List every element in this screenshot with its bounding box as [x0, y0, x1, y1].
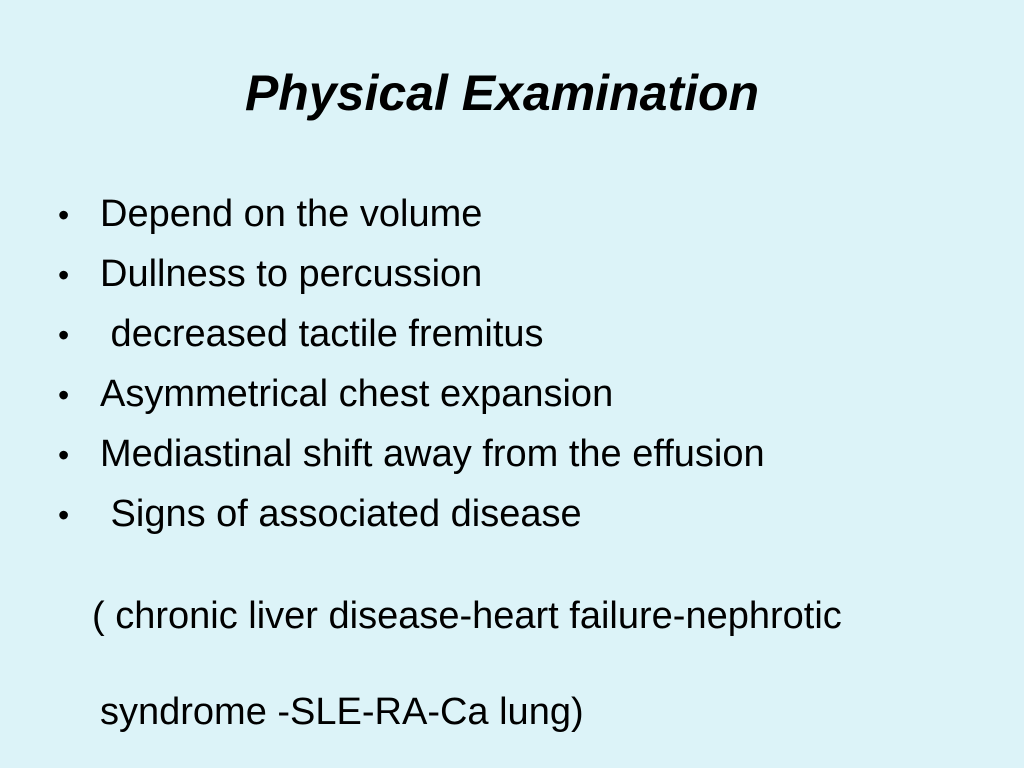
bullet-item	[58, 484, 988, 544]
bullet-dot-icon: •	[58, 377, 70, 413]
bullet-dot-icon: •	[58, 197, 70, 233]
bullet-text: Mediastinal shift away from the effusion	[100, 433, 765, 475]
bullet-text: Signs of associated disease	[100, 493, 582, 535]
slide-title: Physical Examination	[244, 65, 760, 121]
bullet-text: Depend on the volume	[100, 193, 483, 235]
bullet-dot-icon: •	[58, 437, 70, 473]
bullet-text: decreased tactile fremitus	[100, 313, 544, 355]
associated-disease-note	[92, 544, 992, 768]
note-line: ( chronic liver disease-heart failure-nephrotic	[92, 595, 842, 637]
bullet-item	[58, 424, 988, 484]
bullet-item	[58, 364, 988, 424]
note-line: syndrome -SLE-RA-Ca lung)	[100, 691, 584, 733]
bullet-text: Dullness to percussion	[100, 253, 483, 295]
bullet-dot-icon: •	[58, 497, 70, 533]
bullet-item	[58, 244, 988, 304]
bullet-dot-icon: •	[58, 257, 70, 293]
bullet-item	[58, 184, 988, 244]
bullet-item	[58, 304, 988, 364]
bullet-dot-icon: •	[58, 317, 70, 353]
bullet-list	[58, 184, 988, 544]
bullet-text: Asymmetrical chest expansion	[100, 373, 614, 415]
